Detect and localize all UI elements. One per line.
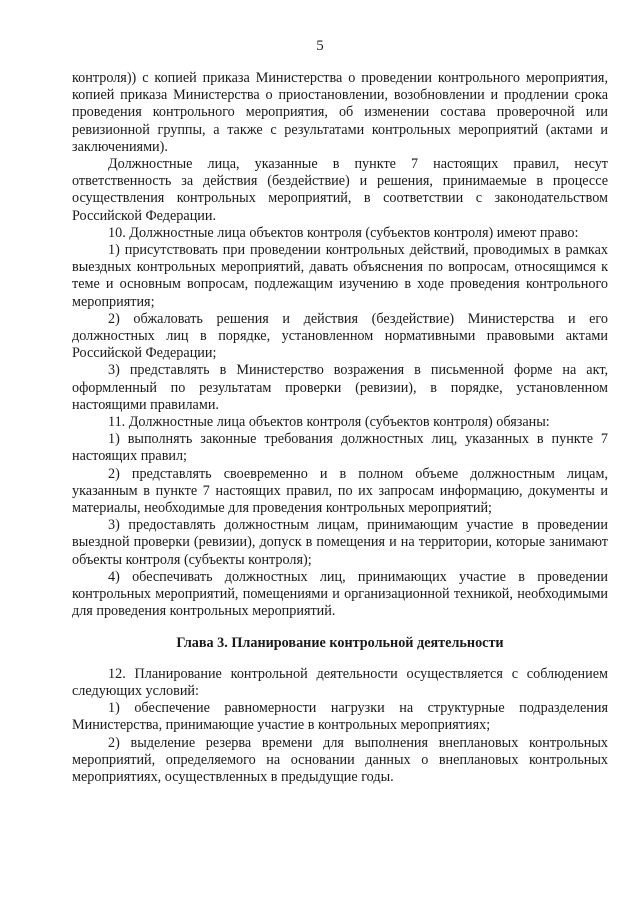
list-item-11-3: 3) предоставлять должностным лицам, принимающим участие в проведении выездной проверки (ревизии), допуск в помещения и на территории, которые занимают объекты контроля (субъекты контроля); [72,517,608,568]
list-item-10-1: 1) присутствовать при проведении контрольных действий, проводимых в рамках выездных контрольных мероприятий, давать объяснения по вопросам, относящимся к теме и основным вопросам, подлежащим изучению в ходе проведения контрольного мероприятия; [72,242,608,310]
list-item-11-2: 2) представлять своевременно и в полном объеме должностным лицам, указанным в пункте 7 настоящих правил, по их запросам информацию, документы и материалы, необходимые для проведения контрольных мероприятий; [72,465,608,517]
paragraph-clause-10: 10. Должностные лица объектов контроля (субъектов контроля) имеют право: [108,224,579,241]
chapter-heading: Глава 3. Планирование контрольной деятельности [176,634,504,651]
document-body [72,70,608,786]
list-item-10-3: 3) представлять в Министерство возражения в письменной форме на акт, оформленный по результатам проверки (ревизии), в порядке, установленном настоящими правилами. [72,362,608,413]
list-item-10-2: 2) обжаловать решения и действия (бездействие) Министерства и его должностных лиц в порядке, установленном нормативными правовыми актами Российской Федерации; [72,310,608,362]
paragraph-continuation: контроля)) с копией приказа Министерства о проведении контрольного мероприятия, копией приказа Министерства о приостановлении, возобновлении и продлении срока проведения контрольного мероприятия, об изменении состава проверочной или ревизионной группы, а также с результатами контрольных мероприятий (актами и заключениями). [72,70,608,155]
list-item-11-1: 1) выполнять законные требования должностных лиц, указанных в пункте 7 настоящих правил; [72,431,608,465]
paragraph-responsibility: Должностные лица, указанные в пункте 7 настоящих правил, несут ответственность за действия (бездействие) и решения, принимаемые в процессе осуществления контрольных мероприятий, в соответствии с законодательством Российской Федерации. [72,156,608,224]
list-item-12-1: 1) обеспечение равномерности нагрузки на структурные подразделения Министерства, принимающие участие в контрольных мероприятиях; [72,700,608,734]
paragraph-clause-11: 11. Должностные лица объектов контроля (субъектов контроля) обязаны: [108,414,550,431]
list-item-11-4: 4) обеспечивать должностных лиц, принимающих участие в проведении контрольных мероприятий, помещениями и организационной техникой, необходимыми для проведения контрольных мероприятий. [72,568,608,620]
paragraph-clause-12: 12. Планирование контрольной деятельности осуществляется с соблюдением следующих условий: [72,665,608,699]
list-item-12-2: 2) выделение резерва времени для выполнения внеплановых контрольных мероприятий, определяемого на основании данных о внеплановых контрольных мероприятиях, осуществленных в предыдущие годы. [72,734,608,785]
page-number: 5 [316,38,324,54]
